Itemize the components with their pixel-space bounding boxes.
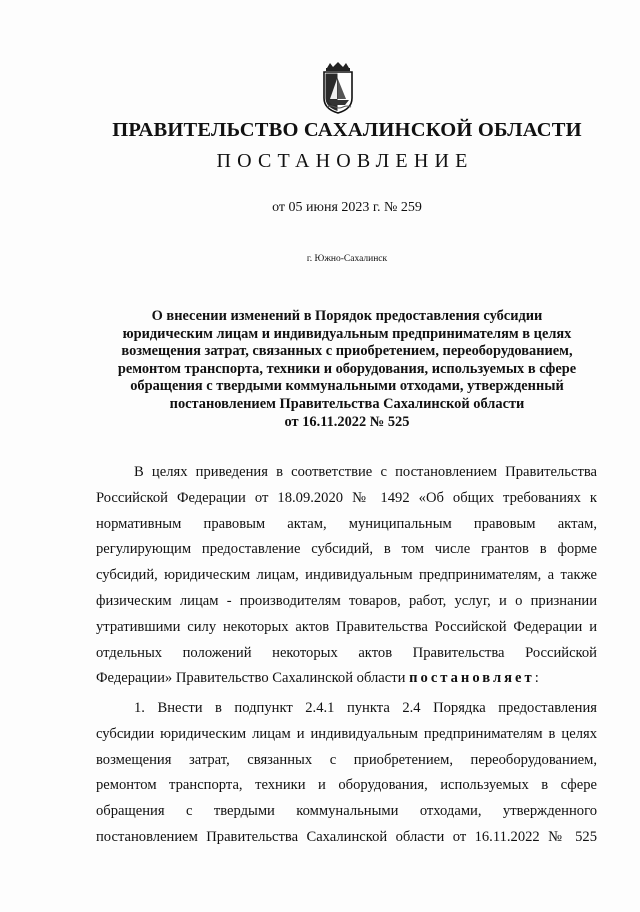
subject-line: от 16.11.2022 № 525 bbox=[284, 413, 410, 430]
final-line-text: Федерации» Правительство Сахалинской области bbox=[96, 670, 410, 687]
document-subject-heading bbox=[110, 308, 584, 431]
body-line: возмещения затрат, связанных с приобретением, переоборудованием, bbox=[96, 751, 597, 768]
body-line: утратившими силу некоторых актов Правительства Российской Федерации и bbox=[96, 618, 597, 635]
body-line: субсидий, юридическим лицам, индивидуальным предпринимателям, а также bbox=[96, 567, 597, 584]
body-line: ремонтом транспорта, техники и оборудования, используемых в сфере bbox=[96, 777, 597, 794]
government-title: ПРАВИТЕЛЬСТВО САХАЛИНСКОЙ ОБЛАСТИ bbox=[112, 119, 582, 141]
body-line: физическим лицам - производителям товаров, работ, услуг, и о признании bbox=[96, 592, 597, 609]
subject-line: О внесении изменений в Порядок предоставления субсидии bbox=[151, 308, 543, 324]
body-line: нормативным правовым актам, муниципальным правовым актам, bbox=[96, 515, 597, 532]
preamble-paragraph bbox=[96, 460, 597, 692]
body-line: субсидии юридическим лицам и индивидуальным предпринимателям в целях bbox=[96, 725, 597, 742]
body-line: В целях приведения в соответствие с постановлением Правительства bbox=[134, 464, 597, 480]
body-line: Российской Федерации от 18.09.2020 № 1492 «Об общих требованиях к bbox=[96, 489, 597, 506]
body-line: обращения с твердыми коммунальными отходами, утвержденного bbox=[96, 803, 597, 820]
body-line: постановлением Правительства Сахалинской области от 16.11.2022 № 525 bbox=[96, 828, 597, 845]
body-line: регулирующим предоставление субсидий, в том числе грантов в форме bbox=[96, 541, 597, 558]
body-line: отдельных положений некоторых актов Правительства Российской bbox=[96, 644, 597, 661]
document-type-heading: ПОСТАНОВЛЕНИЕ bbox=[216, 150, 474, 172]
subject-line: юридическим лицам и индивидуальным предпринимателям в целях bbox=[122, 325, 572, 342]
body-line-final bbox=[96, 666, 597, 692]
sakhalin-coat-of-arms-icon bbox=[321, 62, 355, 114]
decree-keyword: постановляет bbox=[409, 670, 535, 687]
body-line: 1. Внести в подпункт 2.4.1 пункта 2.4 Порядка предоставления bbox=[134, 700, 597, 716]
subject-line: возмещения затрат, связанных с приобретением, переоборудованием, bbox=[121, 343, 573, 360]
final-line-colon: : bbox=[534, 670, 539, 687]
subject-line: постановлением Правительства Сахалинской области bbox=[169, 395, 525, 412]
clause-1-paragraph bbox=[96, 696, 597, 851]
subject-line: обращения с твердыми коммунальными отходами, утвержденный bbox=[130, 378, 564, 395]
document-date-number: от 05 июня 2023 г. № 259 bbox=[272, 200, 422, 215]
document-city: г. Южно-Сахалинск bbox=[306, 254, 388, 264]
subject-line: ремонтом транспорта, техники и оборудования, используемых в сфере bbox=[117, 360, 577, 377]
